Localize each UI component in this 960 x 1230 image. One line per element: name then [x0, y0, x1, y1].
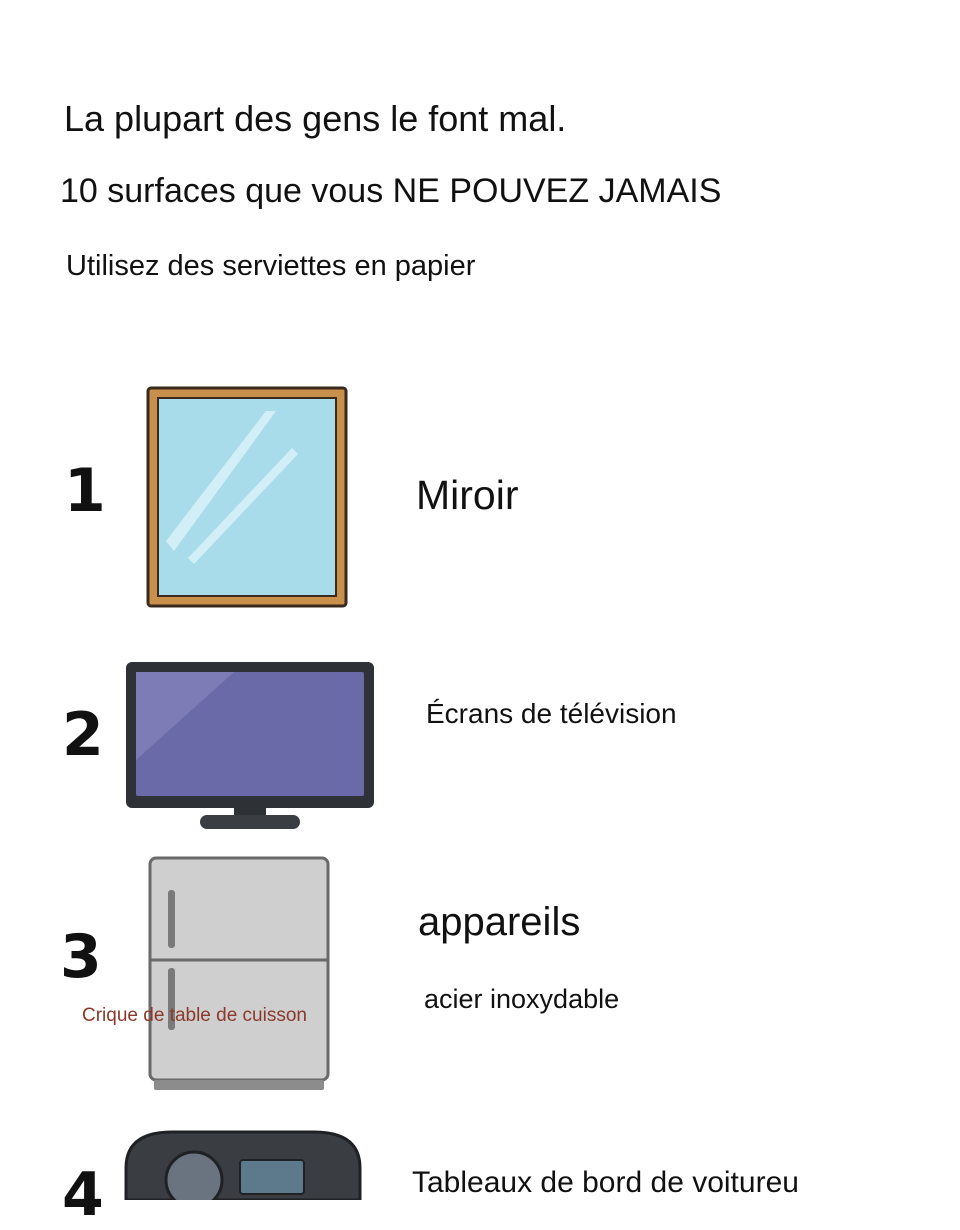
item-number-3: 3 — [60, 922, 102, 992]
item-label-3: appareils — [418, 900, 581, 944]
overlay-caption: Crique de table de cuisson — [82, 1005, 307, 1026]
item-number-1: 1 — [64, 456, 106, 526]
item-label-2: Écrans de télévision — [426, 698, 677, 729]
subheadline: 10 surfaces que vous NE POUVEZ JAMAIS — [60, 172, 722, 210]
item-sublabel-3: acier inoxydable — [424, 984, 620, 1014]
item-number-4: 4 — [62, 1160, 104, 1230]
item-number-2: 2 — [62, 700, 104, 770]
fridge-icon — [148, 856, 332, 1094]
mirror-icon — [146, 386, 348, 608]
headline: La plupart des gens le font mal. — [64, 98, 567, 139]
tv-icon — [124, 660, 376, 832]
subheadline-2: Utilisez des serviettes en papier — [66, 250, 476, 282]
item-label-1: Miroir — [416, 472, 519, 518]
dashboard-icon — [122, 1128, 364, 1200]
item-label-4: Tableaux de bord de voitureu — [412, 1166, 799, 1199]
